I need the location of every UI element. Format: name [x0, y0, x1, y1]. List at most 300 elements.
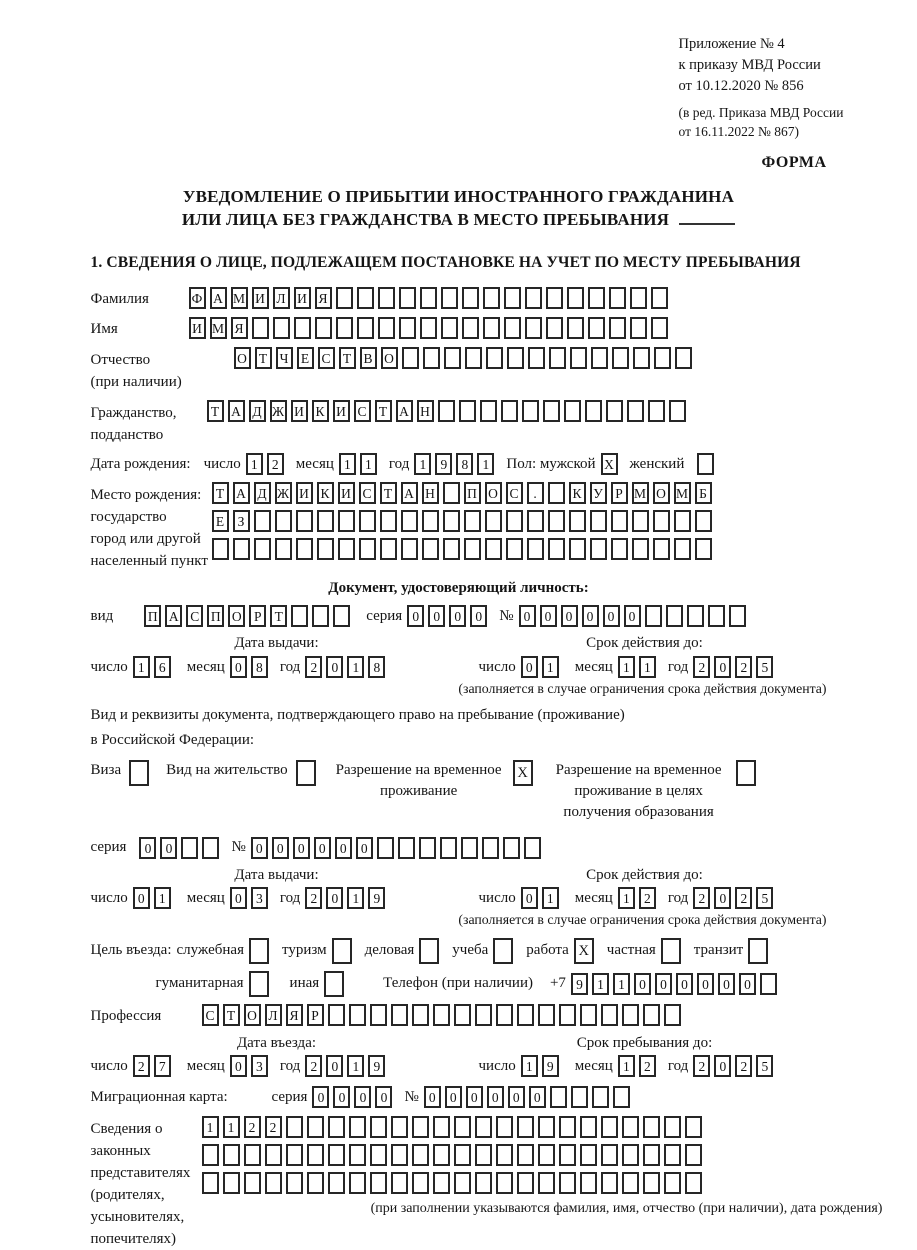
char-cell[interactable]: О [244, 1004, 261, 1026]
char-cell[interactable]: 3 [251, 887, 268, 909]
char-cell[interactable]: 0 [326, 656, 343, 678]
char-cell[interactable]: О [485, 482, 502, 504]
char-cell[interactable] [506, 538, 523, 560]
char-cell[interactable] [517, 1116, 534, 1138]
char-cell[interactable] [244, 1172, 261, 1194]
char-cell[interactable]: 0 [603, 605, 620, 627]
char-cell[interactable] [606, 400, 623, 422]
purpose-official-checkbox[interactable] [249, 938, 269, 964]
char-cell[interactable] [601, 1004, 618, 1026]
char-cell[interactable]: М [210, 317, 227, 339]
char-cell[interactable]: И [333, 400, 350, 422]
char-cell[interactable] [569, 538, 586, 560]
char-cell[interactable] [708, 605, 725, 627]
char-cell[interactable]: Б [695, 482, 712, 504]
char-cell[interactable]: 0 [356, 837, 373, 859]
char-cell[interactable]: 9 [542, 1055, 559, 1077]
char-cell[interactable]: М [674, 482, 691, 504]
char-cell[interactable] [601, 1144, 618, 1166]
char-cell[interactable] [296, 510, 313, 532]
char-cell[interactable]: Ч [276, 347, 293, 369]
char-cell[interactable] [695, 538, 712, 560]
char-cell[interactable] [357, 287, 374, 309]
char-cell[interactable]: С [359, 482, 376, 504]
char-cell[interactable] [423, 347, 440, 369]
char-cell[interactable]: 2 [133, 1055, 150, 1077]
char-cell[interactable]: К [317, 482, 334, 504]
char-cell[interactable]: Я [286, 1004, 303, 1026]
char-cell[interactable]: 0 [424, 1086, 441, 1108]
char-cell[interactable]: Н [417, 400, 434, 422]
char-cell[interactable] [464, 510, 481, 532]
char-cell[interactable] [643, 1004, 660, 1026]
char-cell[interactable]: У [590, 482, 607, 504]
char-cell[interactable]: 1 [542, 887, 559, 909]
char-cell[interactable] [517, 1172, 534, 1194]
char-cell[interactable] [485, 538, 502, 560]
char-cell[interactable] [378, 287, 395, 309]
char-cell[interactable] [695, 510, 712, 532]
char-cell[interactable]: 1 [223, 1116, 240, 1138]
char-cell[interactable] [648, 400, 665, 422]
char-cell[interactable] [291, 605, 308, 627]
char-cell[interactable]: С [318, 347, 335, 369]
char-cell[interactable] [504, 317, 521, 339]
char-cell[interactable]: 2 [244, 1116, 261, 1138]
char-cell[interactable]: А [165, 605, 182, 627]
char-cell[interactable] [328, 1172, 345, 1194]
char-cell[interactable] [454, 1004, 471, 1026]
char-cell[interactable] [674, 538, 691, 560]
char-cell[interactable] [517, 1004, 534, 1026]
char-cell[interactable] [548, 538, 565, 560]
char-cell[interactable] [567, 317, 584, 339]
char-cell[interactable] [454, 1144, 471, 1166]
char-cell[interactable] [651, 287, 668, 309]
char-cell[interactable]: 0 [714, 1055, 731, 1077]
char-cell[interactable] [459, 400, 476, 422]
char-cell[interactable] [441, 317, 458, 339]
char-cell[interactable]: 0 [445, 1086, 462, 1108]
char-cell[interactable] [380, 538, 397, 560]
char-cell[interactable] [223, 1172, 240, 1194]
char-cell[interactable]: 0 [508, 1086, 525, 1108]
char-cell[interactable]: 0 [326, 887, 343, 909]
char-cell[interactable]: С [202, 1004, 219, 1026]
char-cell[interactable] [630, 287, 647, 309]
char-cell[interactable] [443, 482, 460, 504]
char-cell[interactable]: П [144, 605, 161, 627]
char-cell[interactable] [391, 1004, 408, 1026]
char-cell[interactable]: 0 [160, 837, 177, 859]
char-cell[interactable] [588, 317, 605, 339]
char-cell[interactable] [585, 400, 602, 422]
char-cell[interactable]: П [207, 605, 224, 627]
char-cell[interactable]: 0 [407, 605, 424, 627]
char-cell[interactable] [613, 1086, 630, 1108]
char-cell[interactable]: 0 [676, 973, 693, 995]
char-cell[interactable] [496, 1116, 513, 1138]
char-cell[interactable]: 1 [347, 887, 364, 909]
char-cell[interactable]: Е [212, 510, 229, 532]
char-cell[interactable] [454, 1116, 471, 1138]
char-cell[interactable] [328, 1116, 345, 1138]
char-cell[interactable] [674, 510, 691, 532]
char-cell[interactable]: 2 [305, 887, 322, 909]
char-cell[interactable]: 0 [470, 605, 487, 627]
char-cell[interactable] [664, 1144, 681, 1166]
char-cell[interactable]: И [252, 287, 269, 309]
char-cell[interactable] [559, 1144, 576, 1166]
char-cell[interactable] [438, 400, 455, 422]
char-cell[interactable] [501, 400, 518, 422]
char-cell[interactable] [440, 837, 457, 859]
char-cell[interactable] [580, 1144, 597, 1166]
char-cell[interactable]: 1 [339, 453, 356, 475]
char-cell[interactable]: Р [307, 1004, 324, 1026]
char-cell[interactable] [483, 317, 500, 339]
char-cell[interactable]: И [189, 317, 206, 339]
char-cell[interactable]: 1 [360, 453, 377, 475]
char-cell[interactable]: О [228, 605, 245, 627]
char-cell[interactable]: 0 [230, 656, 247, 678]
char-cell[interactable]: А [233, 482, 250, 504]
char-cell[interactable] [622, 1116, 639, 1138]
char-cell[interactable] [580, 1116, 597, 1138]
char-cell[interactable]: 0 [718, 973, 735, 995]
char-cell[interactable]: Ф [189, 287, 206, 309]
char-cell[interactable]: 0 [335, 837, 352, 859]
char-cell[interactable]: 1 [542, 656, 559, 678]
char-cell[interactable] [664, 1172, 681, 1194]
char-cell[interactable] [580, 1172, 597, 1194]
char-cell[interactable]: 2 [639, 1055, 656, 1077]
char-cell[interactable] [286, 1172, 303, 1194]
char-cell[interactable]: Ж [275, 482, 292, 504]
sex-female-checkbox[interactable] [697, 453, 714, 475]
char-cell[interactable] [181, 837, 198, 859]
char-cell[interactable]: А [401, 482, 418, 504]
char-cell[interactable]: А [396, 400, 413, 422]
char-cell[interactable]: 0 [272, 837, 289, 859]
char-cell[interactable] [503, 837, 520, 859]
char-cell[interactable] [612, 347, 629, 369]
char-cell[interactable] [317, 510, 334, 532]
char-cell[interactable]: Т [375, 400, 392, 422]
char-cell[interactable] [462, 317, 479, 339]
char-cell[interactable] [454, 1172, 471, 1194]
char-cell[interactable]: 1 [613, 973, 630, 995]
char-cell[interactable] [370, 1144, 387, 1166]
char-cell[interactable] [580, 1004, 597, 1026]
char-cell[interactable] [233, 538, 250, 560]
char-cell[interactable]: 2 [693, 1055, 710, 1077]
char-cell[interactable]: 2 [267, 453, 284, 475]
char-cell[interactable] [336, 317, 353, 339]
char-cell[interactable] [433, 1004, 450, 1026]
char-cell[interactable]: Ж [270, 400, 287, 422]
char-cell[interactable] [328, 1004, 345, 1026]
sex-male-checkbox[interactable]: X [601, 453, 618, 475]
char-cell[interactable] [483, 287, 500, 309]
char-cell[interactable]: И [338, 482, 355, 504]
char-cell[interactable]: В [360, 347, 377, 369]
char-cell[interactable] [475, 1144, 492, 1166]
char-cell[interactable] [632, 510, 649, 532]
char-cell[interactable]: 5 [756, 656, 773, 678]
char-cell[interactable] [223, 1144, 240, 1166]
char-cell[interactable]: 9 [435, 453, 452, 475]
char-cell[interactable] [475, 1004, 492, 1026]
char-cell[interactable] [349, 1116, 366, 1138]
char-cell[interactable]: Р [249, 605, 266, 627]
char-cell[interactable]: 1 [618, 1055, 635, 1077]
char-cell[interactable] [441, 287, 458, 309]
char-cell[interactable] [433, 1144, 450, 1166]
char-cell[interactable] [464, 538, 481, 560]
char-cell[interactable]: Т [380, 482, 397, 504]
char-cell[interactable] [433, 1172, 450, 1194]
char-cell[interactable] [669, 400, 686, 422]
char-cell[interactable] [496, 1004, 513, 1026]
char-cell[interactable]: 1 [521, 1055, 538, 1077]
char-cell[interactable] [212, 538, 229, 560]
char-cell[interactable]: 1 [618, 656, 635, 678]
temporary-residence-education-checkbox[interactable] [736, 760, 756, 786]
char-cell[interactable] [622, 1144, 639, 1166]
char-cell[interactable] [643, 1144, 660, 1166]
char-cell[interactable]: 5 [756, 1055, 773, 1077]
char-cell[interactable] [433, 1116, 450, 1138]
char-cell[interactable]: 0 [634, 973, 651, 995]
char-cell[interactable] [653, 510, 670, 532]
char-cell[interactable]: 6 [154, 656, 171, 678]
char-cell[interactable] [307, 1116, 324, 1138]
char-cell[interactable] [480, 400, 497, 422]
char-cell[interactable] [286, 1116, 303, 1138]
char-cell[interactable] [307, 1172, 324, 1194]
char-cell[interactable]: 2 [265, 1116, 282, 1138]
char-cell[interactable]: С [354, 400, 371, 422]
char-cell[interactable] [202, 1172, 219, 1194]
char-cell[interactable] [685, 1172, 702, 1194]
char-cell[interactable] [465, 347, 482, 369]
char-cell[interactable] [517, 1144, 534, 1166]
char-cell[interactable]: Т [212, 482, 229, 504]
char-cell[interactable]: И [291, 400, 308, 422]
char-cell[interactable]: П [464, 482, 481, 504]
char-cell[interactable] [461, 837, 478, 859]
residence-permit-checkbox[interactable] [296, 760, 316, 786]
char-cell[interactable] [294, 317, 311, 339]
char-cell[interactable] [654, 347, 671, 369]
char-cell[interactable] [630, 317, 647, 339]
char-cell[interactable] [317, 538, 334, 560]
char-cell[interactable] [601, 1172, 618, 1194]
char-cell[interactable] [399, 317, 416, 339]
char-cell[interactable]: Я [231, 317, 248, 339]
char-cell[interactable]: 0 [714, 656, 731, 678]
char-cell[interactable] [307, 1144, 324, 1166]
char-cell[interactable]: Е [297, 347, 314, 369]
char-cell[interactable]: 0 [375, 1086, 392, 1108]
char-cell[interactable]: 0 [519, 605, 536, 627]
char-cell[interactable]: 0 [139, 837, 156, 859]
char-cell[interactable] [336, 287, 353, 309]
char-cell[interactable] [412, 1172, 429, 1194]
char-cell[interactable]: К [569, 482, 586, 504]
char-cell[interactable]: 0 [487, 1086, 504, 1108]
char-cell[interactable] [538, 1172, 555, 1194]
char-cell[interactable] [357, 317, 374, 339]
char-cell[interactable]: 0 [624, 605, 641, 627]
char-cell[interactable] [496, 1172, 513, 1194]
purpose-business-checkbox[interactable] [419, 938, 439, 964]
char-cell[interactable] [254, 538, 271, 560]
char-cell[interactable] [622, 1004, 639, 1026]
char-cell[interactable]: К [312, 400, 329, 422]
char-cell[interactable]: 5 [756, 887, 773, 909]
char-cell[interactable] [422, 510, 439, 532]
char-cell[interactable] [609, 317, 626, 339]
purpose-tourism-checkbox[interactable] [332, 938, 352, 964]
char-cell[interactable]: 0 [314, 837, 331, 859]
char-cell[interactable] [538, 1116, 555, 1138]
char-cell[interactable]: Т [207, 400, 224, 422]
char-cell[interactable]: И [296, 482, 313, 504]
char-cell[interactable] [275, 538, 292, 560]
char-cell[interactable] [611, 538, 628, 560]
char-cell[interactable]: 7 [154, 1055, 171, 1077]
char-cell[interactable]: Т [339, 347, 356, 369]
char-cell[interactable]: Т [255, 347, 272, 369]
char-cell[interactable] [475, 1172, 492, 1194]
char-cell[interactable] [444, 347, 461, 369]
char-cell[interactable]: Я [315, 287, 332, 309]
char-cell[interactable] [349, 1144, 366, 1166]
char-cell[interactable] [328, 1144, 345, 1166]
char-cell[interactable] [546, 317, 563, 339]
char-cell[interactable] [685, 1144, 702, 1166]
char-cell[interactable] [391, 1172, 408, 1194]
char-cell[interactable] [653, 538, 670, 560]
char-cell[interactable]: 1 [154, 887, 171, 909]
char-cell[interactable]: 8 [368, 656, 385, 678]
char-cell[interactable]: 1 [347, 1055, 364, 1077]
char-cell[interactable] [496, 1144, 513, 1166]
char-cell[interactable] [202, 1144, 219, 1166]
char-cell[interactable] [275, 510, 292, 532]
char-cell[interactable] [507, 347, 524, 369]
char-cell[interactable] [398, 837, 415, 859]
char-cell[interactable]: О [234, 347, 251, 369]
char-cell[interactable]: А [228, 400, 245, 422]
char-cell[interactable] [588, 287, 605, 309]
char-cell[interactable]: 0 [714, 887, 731, 909]
char-cell[interactable]: 0 [655, 973, 672, 995]
char-cell[interactable] [482, 837, 499, 859]
char-cell[interactable] [559, 1172, 576, 1194]
char-cell[interactable] [666, 605, 683, 627]
char-cell[interactable]: 0 [561, 605, 578, 627]
char-cell[interactable] [349, 1004, 366, 1026]
char-cell[interactable]: С [186, 605, 203, 627]
char-cell[interactable]: О [381, 347, 398, 369]
char-cell[interactable]: 0 [133, 887, 150, 909]
char-cell[interactable]: Д [254, 482, 271, 504]
char-cell[interactable]: 0 [251, 837, 268, 859]
char-cell[interactable] [265, 1172, 282, 1194]
char-cell[interactable] [401, 510, 418, 532]
char-cell[interactable] [506, 510, 523, 532]
char-cell[interactable] [422, 538, 439, 560]
char-cell[interactable]: 3 [251, 1055, 268, 1077]
char-cell[interactable] [570, 347, 587, 369]
char-cell[interactable] [549, 347, 566, 369]
char-cell[interactable] [401, 538, 418, 560]
char-cell[interactable] [664, 1116, 681, 1138]
char-cell[interactable]: 2 [305, 656, 322, 678]
char-cell[interactable] [412, 1116, 429, 1138]
char-cell[interactable]: 0 [739, 973, 756, 995]
char-cell[interactable] [538, 1004, 555, 1026]
char-cell[interactable] [252, 317, 269, 339]
char-cell[interactable] [338, 510, 355, 532]
char-cell[interactable] [592, 1086, 609, 1108]
char-cell[interactable] [391, 1144, 408, 1166]
char-cell[interactable] [543, 400, 560, 422]
char-cell[interactable] [611, 510, 628, 532]
char-cell[interactable]: 0 [333, 1086, 350, 1108]
purpose-study-checkbox[interactable] [493, 938, 513, 964]
char-cell[interactable] [412, 1004, 429, 1026]
char-cell[interactable] [378, 317, 395, 339]
char-cell[interactable] [377, 837, 394, 859]
char-cell[interactable] [462, 287, 479, 309]
char-cell[interactable] [687, 605, 704, 627]
char-cell[interactable] [643, 1172, 660, 1194]
char-cell[interactable] [522, 400, 539, 422]
char-cell[interactable] [380, 510, 397, 532]
char-cell[interactable]: 1 [202, 1116, 219, 1138]
char-cell[interactable]: Л [273, 287, 290, 309]
char-cell[interactable]: 0 [582, 605, 599, 627]
char-cell[interactable]: Т [270, 605, 287, 627]
char-cell[interactable]: М [632, 482, 649, 504]
char-cell[interactable] [569, 510, 586, 532]
char-cell[interactable]: 2 [305, 1055, 322, 1077]
char-cell[interactable] [370, 1004, 387, 1026]
char-cell[interactable] [527, 510, 544, 532]
char-cell[interactable] [528, 347, 545, 369]
char-cell[interactable] [244, 1144, 261, 1166]
char-cell[interactable] [370, 1116, 387, 1138]
purpose-transit-checkbox[interactable] [748, 938, 768, 964]
char-cell[interactable] [546, 287, 563, 309]
char-cell[interactable] [273, 317, 290, 339]
char-cell[interactable]: 1 [414, 453, 431, 475]
char-cell[interactable] [548, 510, 565, 532]
char-cell[interactable]: 0 [521, 887, 538, 909]
char-cell[interactable] [651, 317, 668, 339]
char-cell[interactable]: Р [611, 482, 628, 504]
char-cell[interactable]: 0 [230, 887, 247, 909]
char-cell[interactable]: С [506, 482, 523, 504]
char-cell[interactable] [475, 1116, 492, 1138]
char-cell[interactable] [633, 347, 650, 369]
visa-checkbox[interactable] [129, 760, 149, 786]
char-cell[interactable]: 0 [697, 973, 714, 995]
